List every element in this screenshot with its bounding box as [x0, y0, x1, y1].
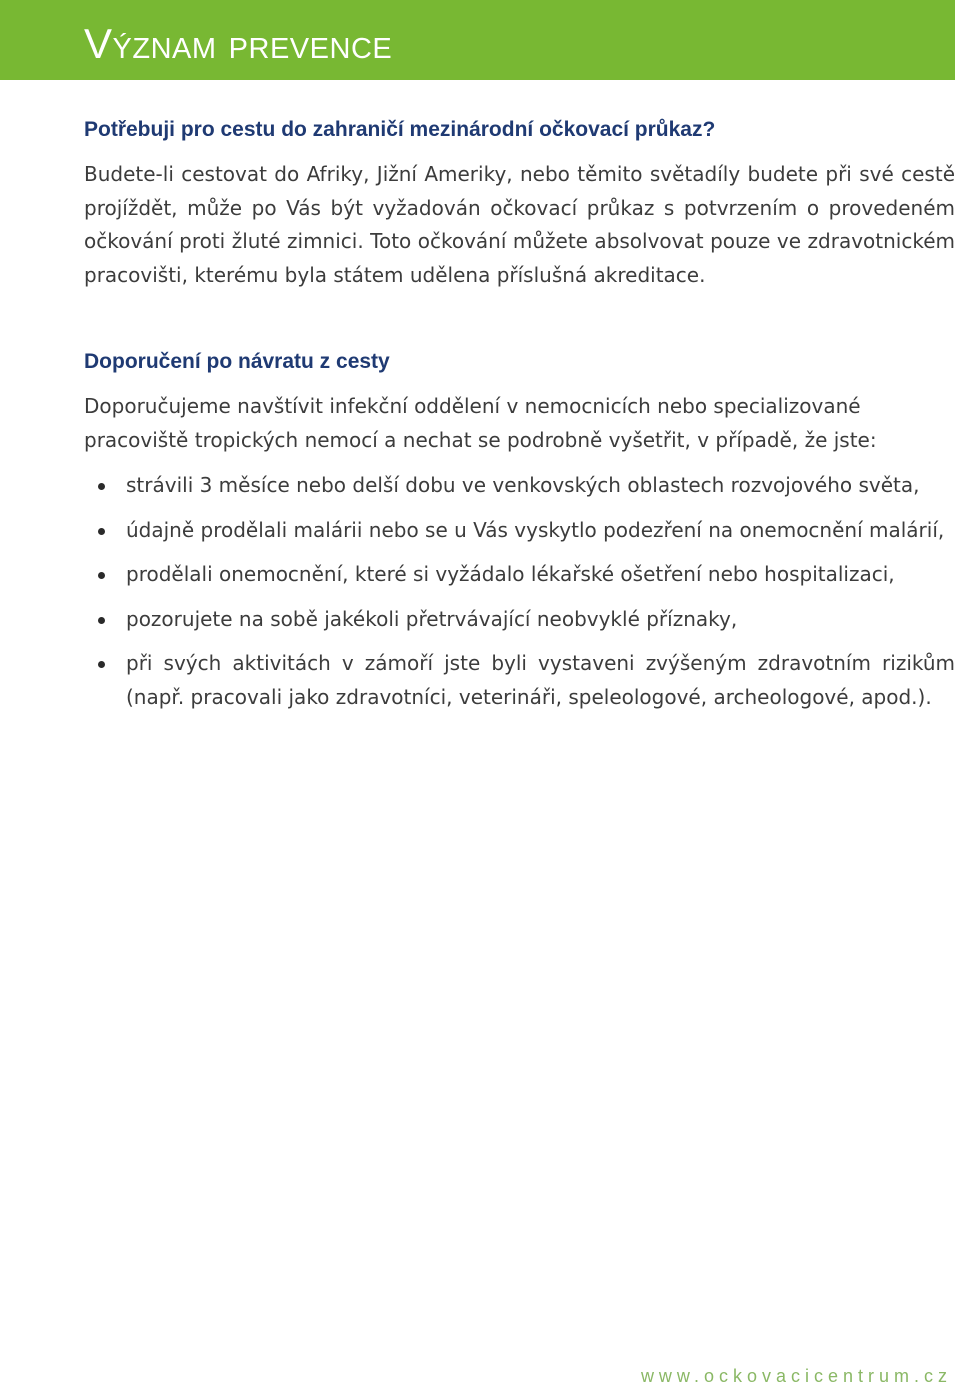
bullet-icon: [98, 483, 105, 490]
footer-website-url: www.ockovacicentrum.cz: [640, 1366, 952, 1386]
section-heading-passport: Potřebuji pro cestu do zahraničí mezinárodní očkovací průkaz?: [84, 118, 716, 141]
section-heading-return: Doporučení po návratu z cesty: [84, 350, 390, 373]
list-item-text: strávili 3 měsíce nebo delší dobu ve venkovských oblastech rozvojového světa,: [126, 473, 920, 497]
bullet-icon: [98, 617, 105, 624]
section-paragraph-passport: Budete-li cestovat do Afriky, Jižní Ameriky, nebo těmito světadíly budete při své cestě projíždět, může po Vás být vyžadován očkovací průkaz s potvrzením o provedeném očkování proti žluté zimnici. Toto očkování můžete absolvovat pouze ve zdravotnickém pracovišti, kterému byla státem udělena příslušná akreditace.: [84, 162, 955, 287]
list-item-text: při svých aktivitách v zámoří jste byli vystaveni zvýšeným zdravotním rizikům (např. pracovali jako zdravotníci, veterináři, speleologové, archeologové, apod.).: [126, 651, 955, 709]
list-item: [84, 603, 955, 637]
page-title: Význam prevence: [84, 20, 393, 67]
main-content: [84, 114, 955, 725]
recommendation-list: [84, 469, 955, 714]
list-item: [84, 514, 955, 548]
list-item: [84, 558, 955, 592]
section-paragraph-return: Doporučujeme navštívit infekční oddělení v nemocnicích nebo specializované pracoviště tropických nemocí a nechat se podrobně vyšetřit, v případě, že jste:: [84, 394, 877, 452]
list-item-text: prodělali onemocnění, které si vyžádalo lékařské ošetření nebo hospitalizaci,: [126, 562, 895, 586]
list-item-text: údajně prodělali malárii nebo se u Vás vyskytlo podezření na onemocnění malárií,: [126, 517, 945, 542]
bullet-icon: [98, 528, 105, 535]
list-item-text: pozorujete na sobě jakékoli přetrvávající neobvyklé příznaky,: [126, 606, 738, 631]
list-item: [84, 647, 955, 714]
list-item: [84, 469, 955, 503]
bullet-icon: [98, 572, 105, 579]
bullet-icon: [98, 661, 105, 668]
